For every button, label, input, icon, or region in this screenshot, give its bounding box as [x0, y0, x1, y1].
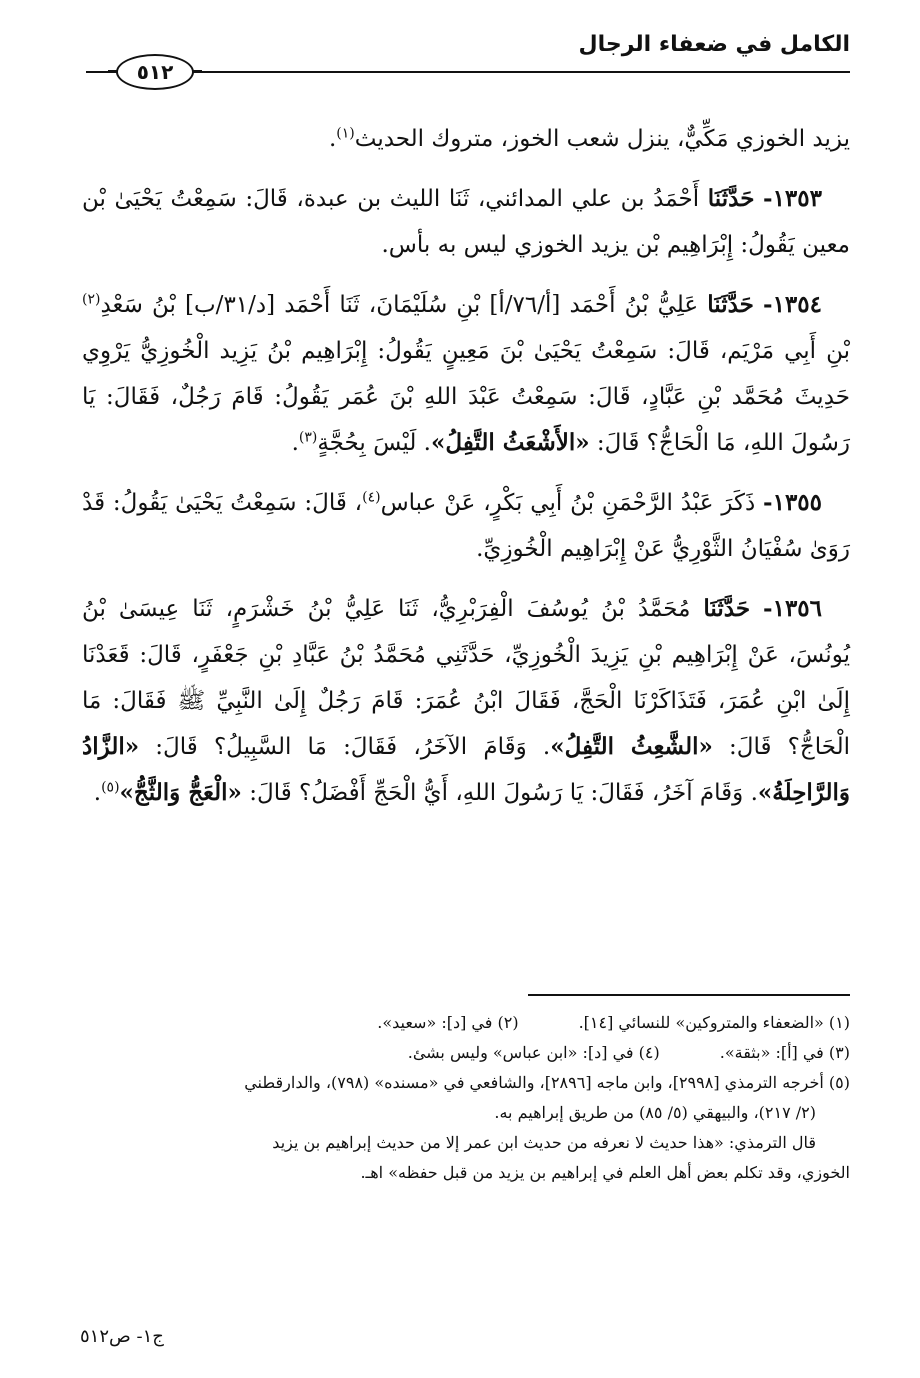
- hadith-number: ١٣٥٥-: [763, 489, 823, 516]
- footnote-5-cont: قال الترمذي: «هذا حديث لا نعرفه من حديث ابن عمر إلا من حديث إبراهيم بن يزيد: [272, 1133, 816, 1152]
- hadith-keyword: حَدَّثَنَا: [703, 595, 751, 622]
- hadith-1355: [82, 480, 850, 572]
- page-reference: ج١- ص٥١٢: [80, 1326, 164, 1347]
- hadith-keyword: حَدَّثَنَا: [707, 291, 754, 318]
- footnote-4: (٤) في [د]: «ابن عباس» وليس بشئ.: [407, 1043, 660, 1062]
- hadith-text: أَحْمَدُ بن علي المدائني، ثَنَا الليث بن عبدة، قَالَ: سَمِعْتُ يَحْيَىٰ بْن معين يَقُولُ: إِبْرَاهِيم بْن يزيد الخوزي ليس به بأس.: [82, 186, 850, 258]
- hadith-quote: «الأَشْعَثُ التَّفِلُ»: [430, 429, 590, 456]
- hadith-number: ١٣٥٣-: [763, 185, 822, 212]
- hadith-quote: «الْعَجُّ وَالثَّجُّ»: [119, 779, 242, 806]
- hadith-keyword: حَدَّثَنَا: [707, 185, 755, 212]
- footnote-5-cont: الخوزي، وقد تكلم بعض أهل العلم في إبراهيم بن يزيد من قبل حفظه» اهـ.: [360, 1163, 850, 1182]
- paragraph-continuation: [82, 116, 850, 162]
- footnote-rule: [528, 994, 850, 996]
- hadith-text: . لَيْسَ بِحُجَّةٍ: [317, 430, 431, 456]
- hadith-text: ، قَالَ: سَمِعْتُ يَحْيَىٰ يَقُولُ: قَدْ رَوَىٰ سُفْيَانُ الثَّوْرِيُّ عَنْ إِبْرَاهِيم الْخُوزِيِّ.: [82, 490, 850, 562]
- hadith-text: عَلِيُّ بْنُ أَحْمَد [أ/٧٦/أ] بْنِ سُلَيْمَانَ، ثَنَا أَحْمَد [د/٣١/ب] بْنُ سَعْدِ: [100, 292, 699, 318]
- footnote-row: [82, 1038, 850, 1068]
- footnote-ref-2: (٢): [82, 291, 101, 308]
- paragraph-end: .: [328, 126, 337, 152]
- hadith-number: ١٣٥٤-: [763, 291, 822, 318]
- paragraph-end: .: [291, 430, 299, 456]
- main-text: [82, 116, 850, 830]
- footnote-ref-4: (٤): [362, 489, 381, 506]
- footnote-1: (١) «الضعفاء والمتروكين» للنسائي [١٤].: [578, 1013, 850, 1032]
- hadith-text: بْنِ أَبِي مَرْيَم، قَالَ: سَمِعْتُ يَحْيَىٰ بْنَ مَعِينٍ يَقُولُ: إِبْرَاهِيم بْنُ يَزِيد الْخُوزِيُّ يَرْوِي حَدِيثَ مُحَمَّد بْنِ عَبَّادٍ، قَالَ: سَمِعْتُ عَبْدَ اللهِ بْنَ عُمَر يَقُولُ: قَامَ رَجُلٌ، فَقَالَ: يَا رَسُولَ اللهِ، مَا الْحَاجُّ؟ قَالَ:: [82, 338, 850, 456]
- hadith-1356: [82, 586, 850, 816]
- footnotes: [82, 1008, 850, 1188]
- footnote-ref-5: (٥): [101, 779, 120, 796]
- hadith-text: . وَقَامَ آخَرُ، فَقَالَ: يَا رَسُولَ اللهِ، أَيُّ الْحَجِّ أَفْضَلُ؟ قَالَ:: [249, 780, 758, 806]
- footnote-5-cont: (٢/ ٢١٧)، والبيهقي (٥/ ٨٥) من طريق إبراهيم به.: [494, 1103, 816, 1122]
- paragraph-text: يزيد الخوزي مَكِّيٌّ، ينزل شعب الخوز، متروك الحديث: [354, 126, 850, 152]
- hadith-1353: [82, 176, 850, 268]
- footnote-ref-1: (١): [336, 125, 355, 142]
- hadith-quote: «الزَّادُ وَالرَّاحِلَةُ»: [82, 733, 850, 806]
- hadith-1354: [82, 282, 850, 466]
- hadith-number: ١٣٥٦-: [763, 595, 823, 622]
- book-title: الكامل في ضعفاء الرجال: [578, 32, 850, 57]
- hadith-text: مُحَمَّدُ بْنُ يُوسُفَ الْفِرَبْرِيُّ، ثَنَا عَلِيُّ بْنُ خَشْرَمٍ، ثَنَا عِيسَىٰ بْنُ يُونُسَ، عَنْ إِبْرَاهِيم بْنِ يَزِيدَ الْخُوزِيِّ، حَدَّثَنِي مُحَمَّدُ بْنُ عَبَّادِ بْنِ جَعْفَرٍ، قَالَ: قَعَدْنَا إِلَىٰ ابْنِ عُمَرَ، فَتَذَاكَرْنَا الْحَجَّ، فَقَالَ ابْنُ عُمَرَ: قَامَ رَجُلٌ إِلَىٰ النَّبِيِّ ﷺ فَقَالَ: مَا الْحَاجُّ؟ قَالَ:: [82, 596, 850, 760]
- hadith-text: . وَقَامَ الآخَرُ، فَقَالَ: مَا السَّبِيلُ؟ قَالَ:: [155, 734, 551, 760]
- paragraph-end: .: [93, 780, 102, 806]
- footnote-ref-3: (٣): [298, 429, 318, 446]
- footnote-5: (٥) أخرجه الترمذي [٢٩٩٨]، وابن ماجه [٢٨٩٦]، والشافعي في «مسنده» (٧٩٨)، والدارقطني: [244, 1073, 850, 1092]
- footnote-row: [82, 1008, 850, 1038]
- page-number-badge: ٥١٢: [116, 54, 194, 90]
- footnote-2: (٢) في [د]: «سعيد».: [377, 1013, 519, 1032]
- hadith-text: ذَكَرَ عَبْدُ الرَّحْمَنِ بْنُ أَبِي بَكْرٍ، عَنْ عباس: [380, 490, 756, 516]
- footnote-3: (٣) في [أ]: «بثقة».: [719, 1043, 850, 1062]
- hadith-quote: «الشَّعِثُ التَّفِلُ»: [550, 733, 713, 760]
